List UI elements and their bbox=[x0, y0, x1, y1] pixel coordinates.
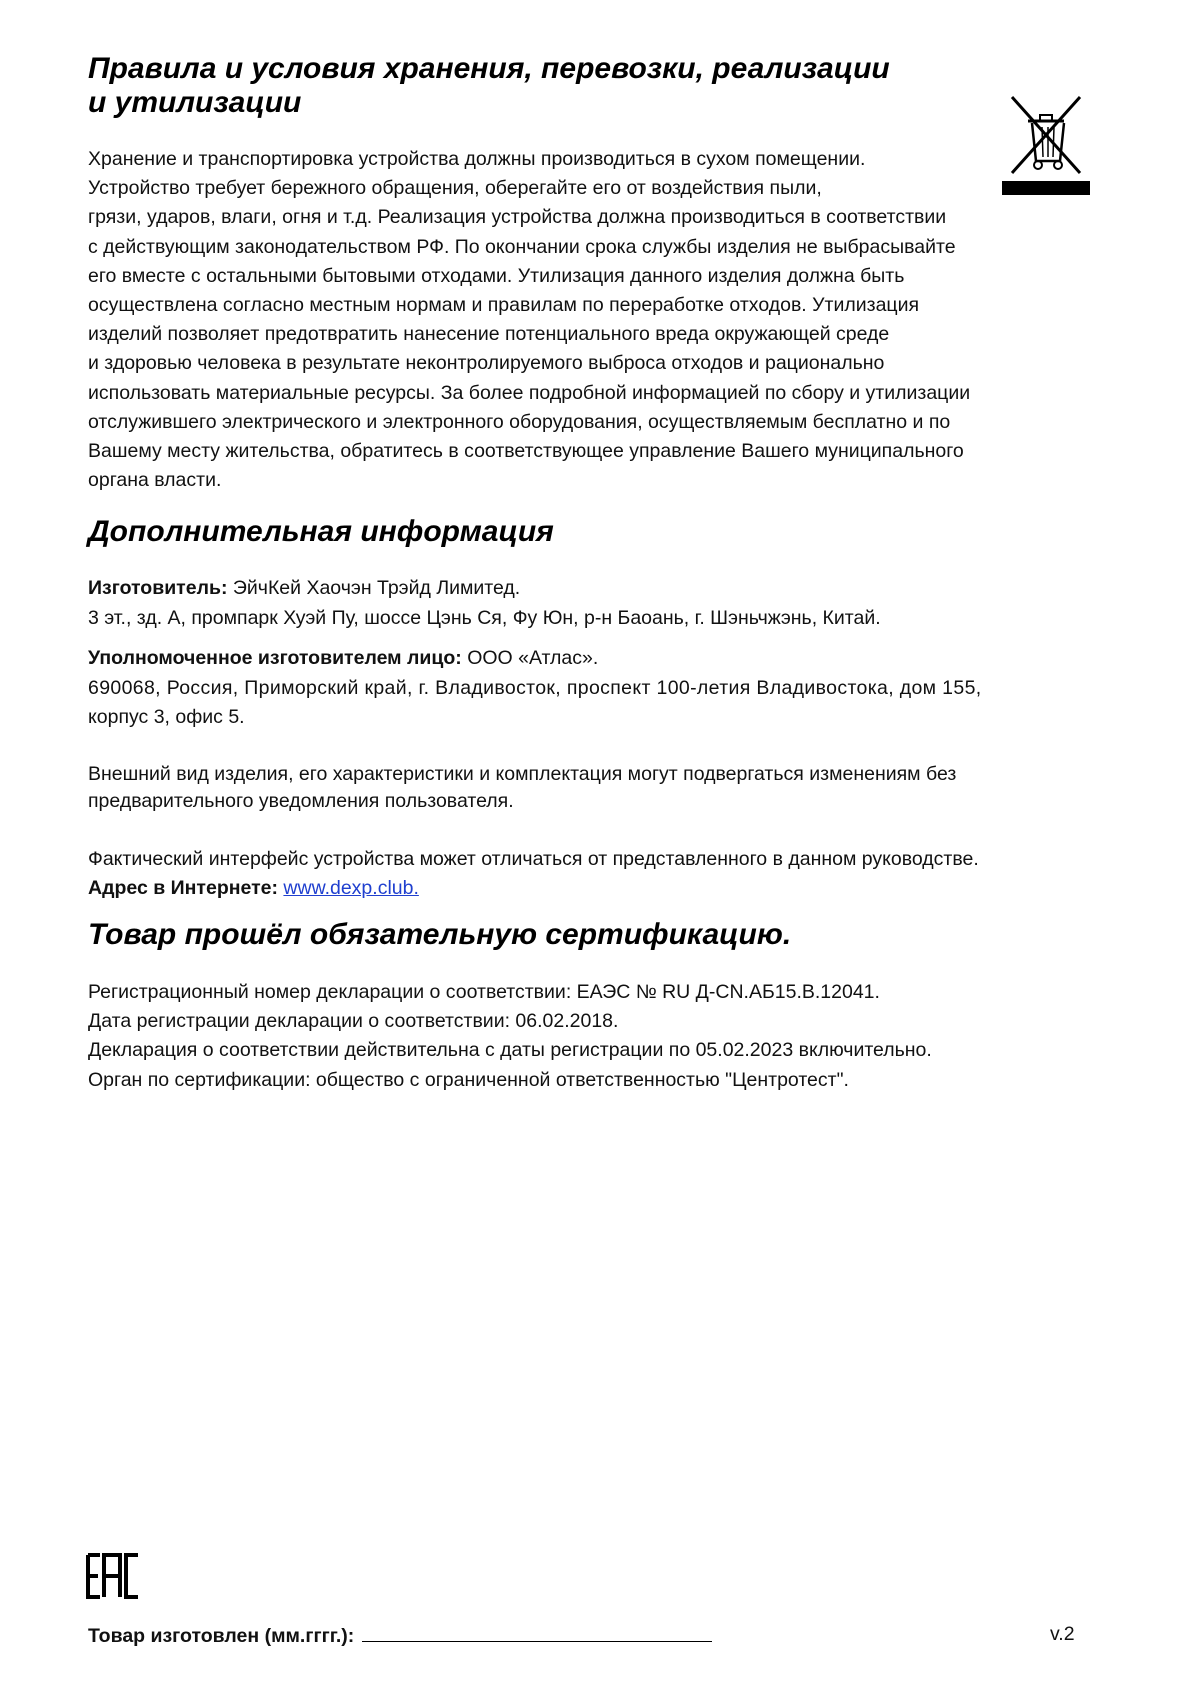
storage-line-5: его вместе с остальными бытовыми отходами. Утилизация данного изделия должна быть bbox=[88, 264, 905, 287]
manufacture-date-blank bbox=[362, 1623, 712, 1642]
storage-line-7: изделий позволяет предотвратить нанесение потенциального вреда окружающей среде bbox=[88, 323, 890, 346]
storage-title bbox=[88, 52, 890, 120]
storage-line-9: использовать материальные ресурсы. За более подробной информацией по сбору и утилизации bbox=[88, 381, 971, 404]
authorized-value: ООО «Атлас». bbox=[461, 647, 599, 669]
storage-title-line-1: Правила и условия хранения, перевозки, реализации bbox=[88, 52, 890, 85]
storage-line-3: грязи, ударов, влаги, огня и т.д. Реализация устройства должна производиться в соответствии bbox=[88, 206, 947, 229]
version-label: v.2 bbox=[1050, 1623, 1075, 1645]
additional-title: Дополнительная информация bbox=[88, 515, 554, 548]
authorized-address-line-2: корпус 3, офис 5. bbox=[88, 706, 245, 728]
storage-line-1: Хранение и транспортировка устройства должны производиться в сухом помещении. bbox=[88, 148, 866, 170]
storage-line-8: и здоровью человека в результате неконтролируемого выброса отходов и рационально bbox=[88, 352, 885, 375]
manufacturer-value: ЭйчКей Хаочэн Трэйд Лимитед. bbox=[227, 577, 521, 599]
manufacturer-label: Изготовитель: bbox=[88, 577, 228, 599]
weee-bin-icon bbox=[1002, 93, 1090, 197]
certification-text bbox=[88, 978, 932, 1095]
manufacturer-line bbox=[88, 577, 520, 600]
manufacture-date-line bbox=[88, 1623, 712, 1648]
authorized-address-line-1: 690068, Россия, Приморский край, г. Владивосток, проспект 100-летия Владивостока, дом 155, bbox=[88, 677, 982, 699]
storage-line-4: с действующим законодательством РФ. По окончании срока службы изделия не выбрасывайте bbox=[88, 235, 956, 258]
web-link[interactable]: www.dexp.club. bbox=[283, 877, 419, 899]
interface-note: Фактический интерфейс устройства может отличаться от представленного в данном руководстве. bbox=[88, 848, 979, 870]
web-label: Адрес в Интернете: bbox=[88, 877, 278, 899]
storage-line-6: осуществлена согласно местным нормам и правилам по переработке отходов. Утилизация bbox=[88, 294, 920, 317]
certification-line-2: Дата регистрации декларации о соответствии: 06.02.2018. bbox=[88, 1010, 619, 1033]
storage-line-2: Устройство требует бережного обращения, оберегайте его от воздействия пыли, bbox=[88, 177, 822, 200]
manufacture-date-label: Товар изготовлен (мм.гггг.): bbox=[88, 1625, 355, 1647]
appearance-line-2: предварительного уведомления пользователя. bbox=[88, 790, 514, 812]
web-address-line bbox=[88, 877, 419, 900]
manufacturer-address: 3 эт., зд. А, промпарк Хуэй Пу, шоссе Цэнь Ся, Фу Юн, р-н Баоань, г. Шэньчжэнь, Китай. bbox=[88, 607, 881, 629]
authorized-line bbox=[88, 647, 598, 670]
certification-line-1: Регистрационный номер декларации о соответствии: ЕАЭС № RU Д-CN.АБ15.В.12041. bbox=[88, 981, 880, 1003]
eac-mark-icon bbox=[86, 1553, 140, 1599]
authorized-label: Уполномоченное изготовителем лицо: bbox=[88, 647, 462, 669]
certification-line-4: Орган по сертификации: общество с ограниченной ответственностью "Центротест". bbox=[88, 1068, 849, 1091]
certification-line-3: Декларация о соответствии действительна с даты регистрации по 05.02.2023 включительно. bbox=[88, 1039, 932, 1062]
storage-line-11: Вашему месту жительства, обратитесь в соответствующее управление Вашего муниципального bbox=[88, 440, 964, 463]
storage-line-12: органа власти. bbox=[88, 469, 222, 492]
appearance-line-1: Внешний вид изделия, его характеристики и комплектация могут подвергаться изменениям без bbox=[88, 763, 957, 785]
certification-title: Товар прошёл обязательную сертификацию. bbox=[88, 918, 792, 951]
storage-text bbox=[88, 145, 970, 495]
storage-line-10: отслужившего электрического и электронного оборудования, осуществляемым бесплатно и по bbox=[88, 410, 951, 433]
storage-title-line-2: и утилизации bbox=[88, 86, 302, 119]
